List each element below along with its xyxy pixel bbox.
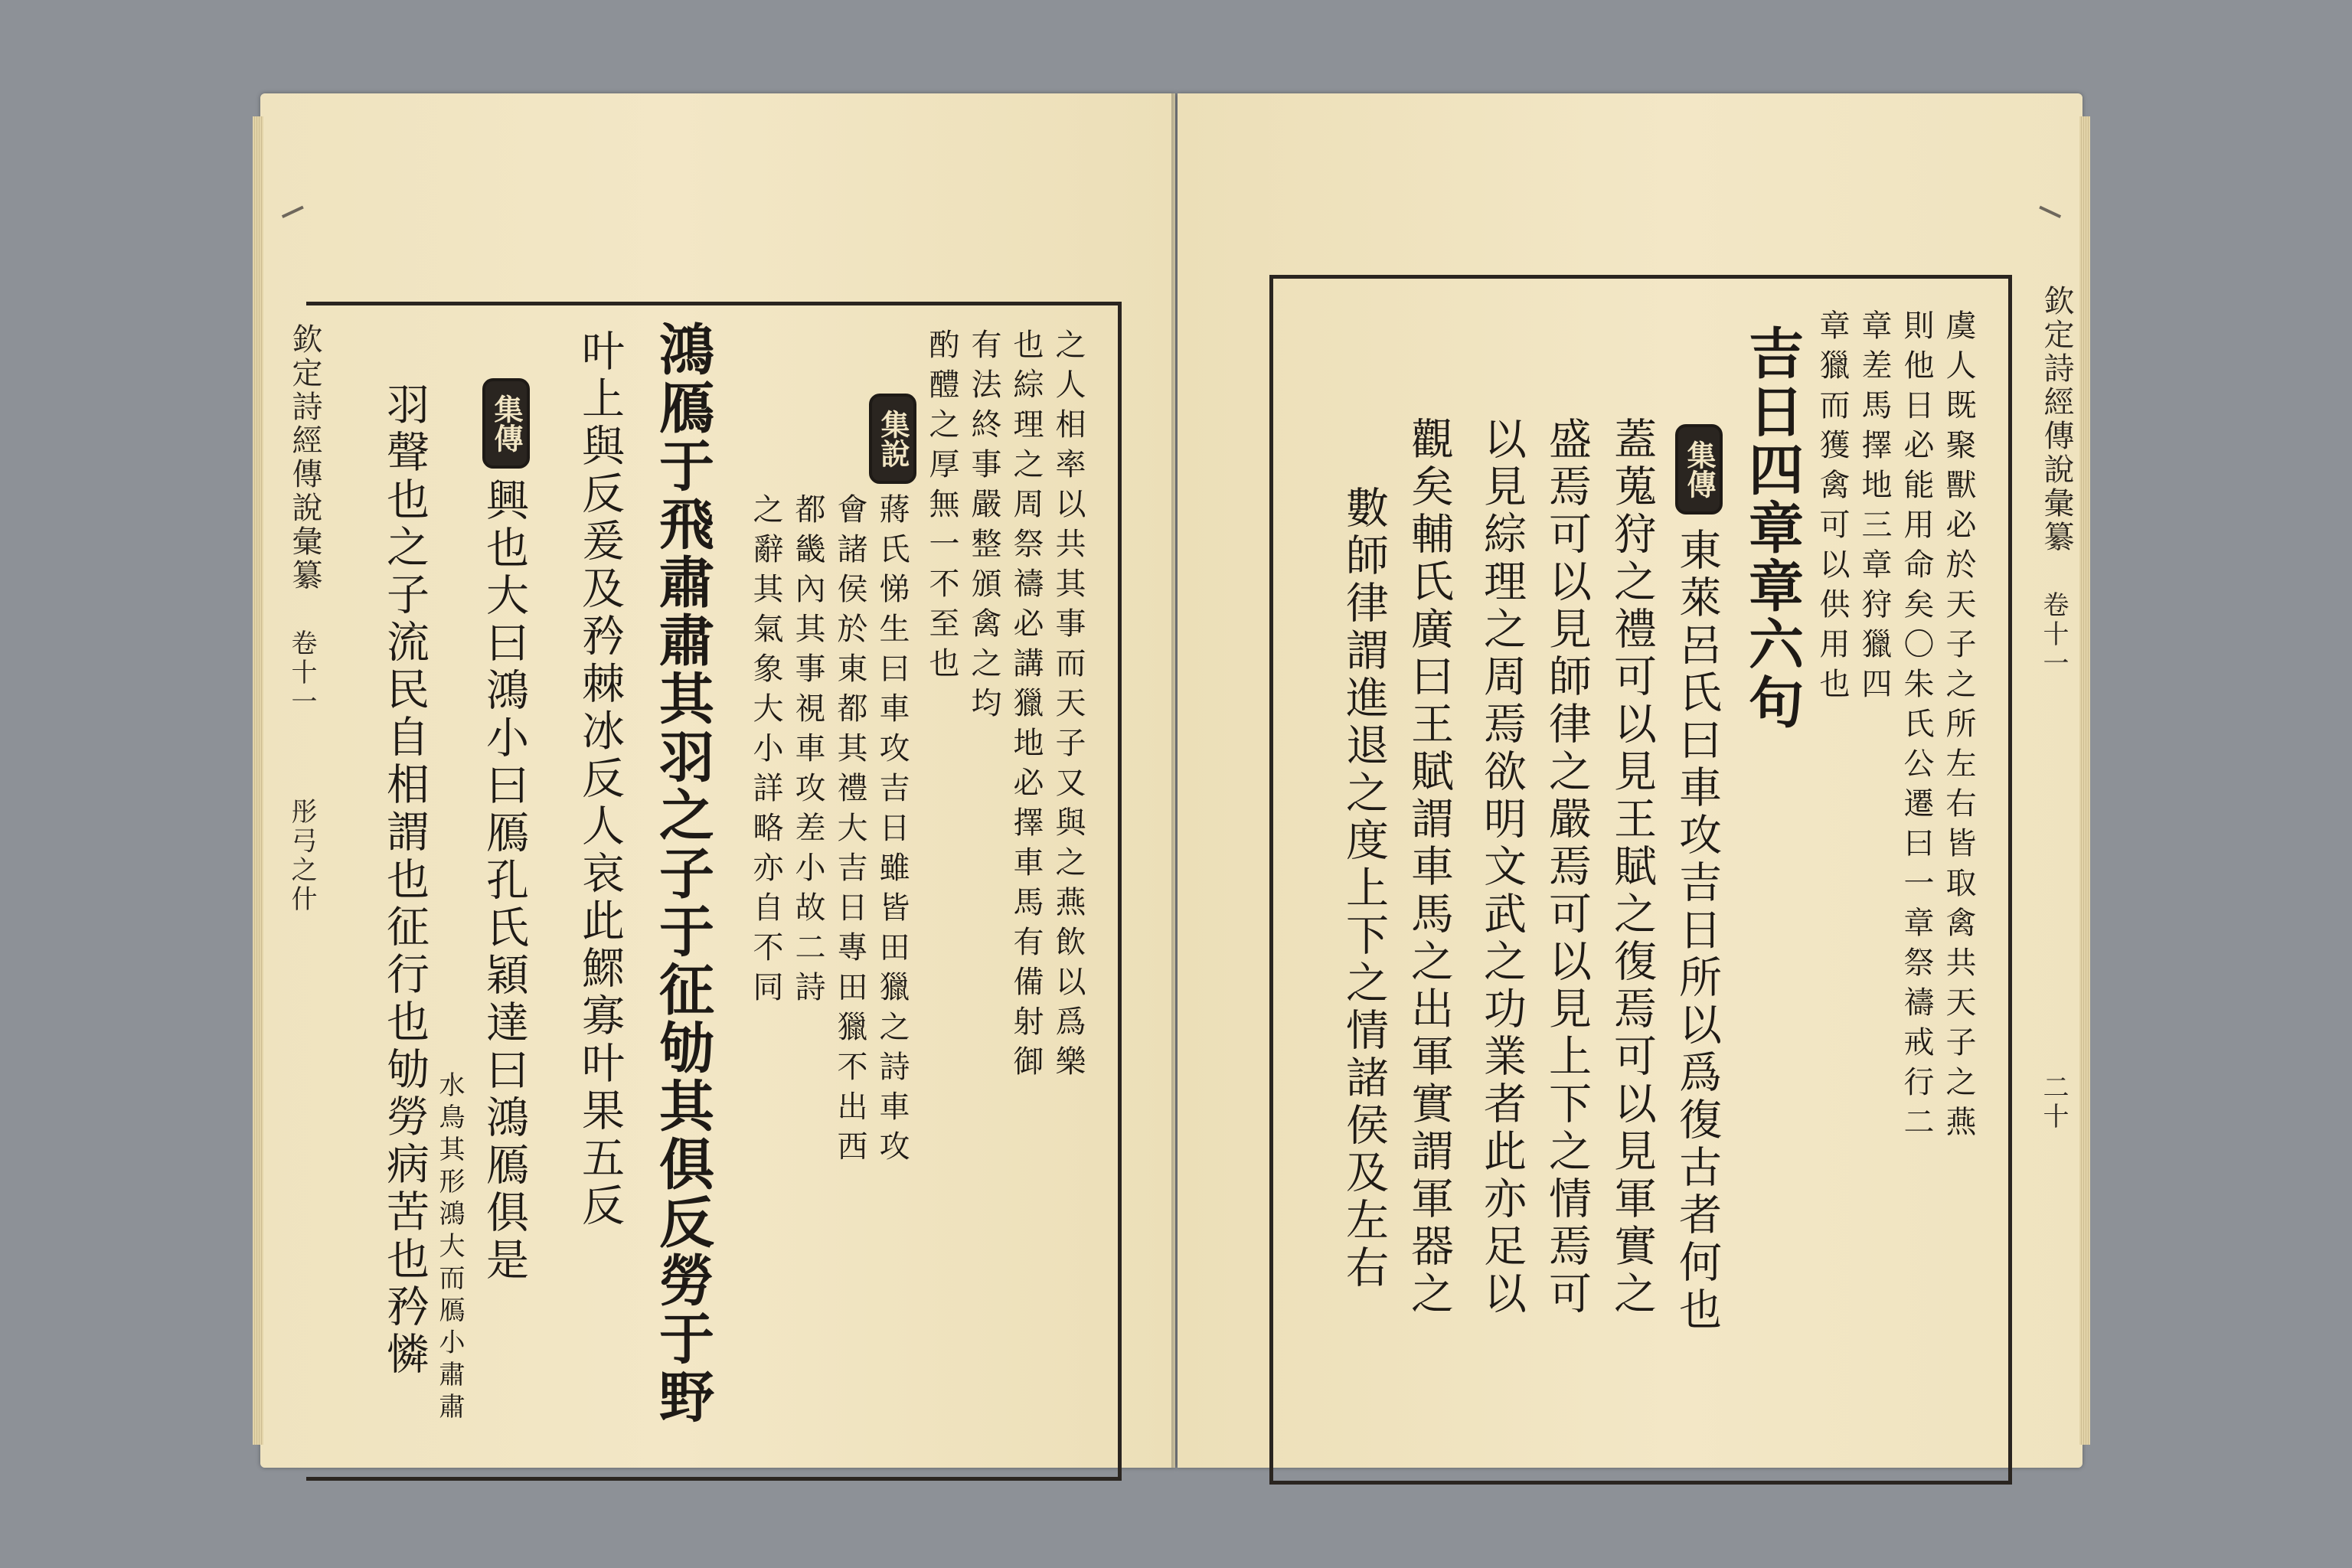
- left-col-5: 蔣氏悌生曰車攻吉日雖皆田獵之詩車攻: [874, 493, 910, 1170]
- right-col-3: 章差馬擇地三章狩獵四: [1857, 309, 1892, 707]
- left-col-3: 有法終事嚴整頒禽之均: [966, 328, 1001, 727]
- right-margin-page: 二十: [2038, 1073, 2069, 1132]
- right-page: [1178, 93, 2082, 1468]
- left-margin-chapter: 卷十一: [286, 629, 317, 717]
- left-col-6: 會諸侯於東都其禮大吉日專田獵不出西: [832, 493, 867, 1170]
- right-margin-chapter: 卷十一: [2038, 591, 2069, 678]
- left-col-4: 酌醴之厚無一不至也: [924, 328, 959, 687]
- left-col-1: 之人相率以共其事而天子又與之燕飲以爲樂: [1050, 328, 1086, 1085]
- right-col-8: 盛焉可以見師律之嚴焉可以見上下之情焉可: [1542, 416, 1592, 1318]
- right-margin-title: 欽定詩經傳說彙纂: [2039, 285, 2074, 554]
- left-main-verse: 鴻鴈于飛肅肅其羽之子于征劬其俱反勞于野: [650, 321, 715, 1426]
- right-col-9: 以見綜理之周焉欲明文武之功業者此亦足以: [1477, 416, 1527, 1318]
- left-margin-title: 欽定詩經傳說彙纂: [287, 323, 322, 593]
- left-col-7: 都畿內其事視車攻差小故二詩: [790, 493, 825, 1011]
- page-fold-mark: [2020, 206, 2061, 260]
- left-col-11: 興也大曰鴻小曰鴈孔氏穎達曰鴻鴈俱是: [479, 478, 529, 1285]
- right-col-11: 數師律謂進退之度上下之情諸侯及左右: [1339, 485, 1389, 1292]
- right-col-1: 虞人既聚獸必於天子之所左右皆取禽共天子之燕: [1941, 309, 1976, 1145]
- right-col-4: 章獵而獲禽可以供用也: [1815, 309, 1850, 707]
- jishuo-seal: 集說: [869, 394, 916, 484]
- right-col-10: 觀矣輔氏廣曰王賦謂車馬之出軍實謂軍器之: [1404, 416, 1454, 1318]
- jichuan-seal: 集傳: [482, 378, 530, 469]
- left-margin-section: 彤弓之什: [286, 798, 317, 914]
- left-col-12: 水鳥其形鴻大而鴈小肅肅: [434, 1071, 465, 1425]
- chapter-heading: 吉日四章章六句: [1740, 325, 1805, 732]
- jichuan-seal-right: 集傳: [1675, 424, 1723, 514]
- right-col-7: 蓋蒐狩之禮可以見王賦之復焉可以見軍實之: [1607, 416, 1657, 1318]
- right-page-edge: [2079, 116, 2090, 1445]
- open-book: [260, 93, 2082, 1468]
- right-col-2: 則他日必能用命矣〇朱氏公遷曰一章祭禱戒行二: [1899, 309, 1934, 1145]
- page-fold-mark: [282, 206, 323, 260]
- right-text-frame: [1269, 275, 2012, 1485]
- left-col-2: 也綜理之周祭禱必講獵地必擇車馬有備射御: [1008, 328, 1044, 1085]
- left-col-8: 之辭其氣象大小詳略亦自不同: [748, 493, 783, 1011]
- left-page: [260, 93, 1175, 1468]
- left-col-13: 羽聲也之子流民自相謂也征行也劬勞病苦也矜憐: [380, 382, 430, 1379]
- left-verse-notes: 叶上與反爰及矜棘冰反人哀此鰥寡叶果五反: [575, 328, 625, 1230]
- left-page-edge: [253, 116, 263, 1445]
- right-col-6: 東萊呂氏曰車攻吉日所以爲復古者何也: [1672, 528, 1722, 1334]
- left-text-frame: [306, 302, 1122, 1481]
